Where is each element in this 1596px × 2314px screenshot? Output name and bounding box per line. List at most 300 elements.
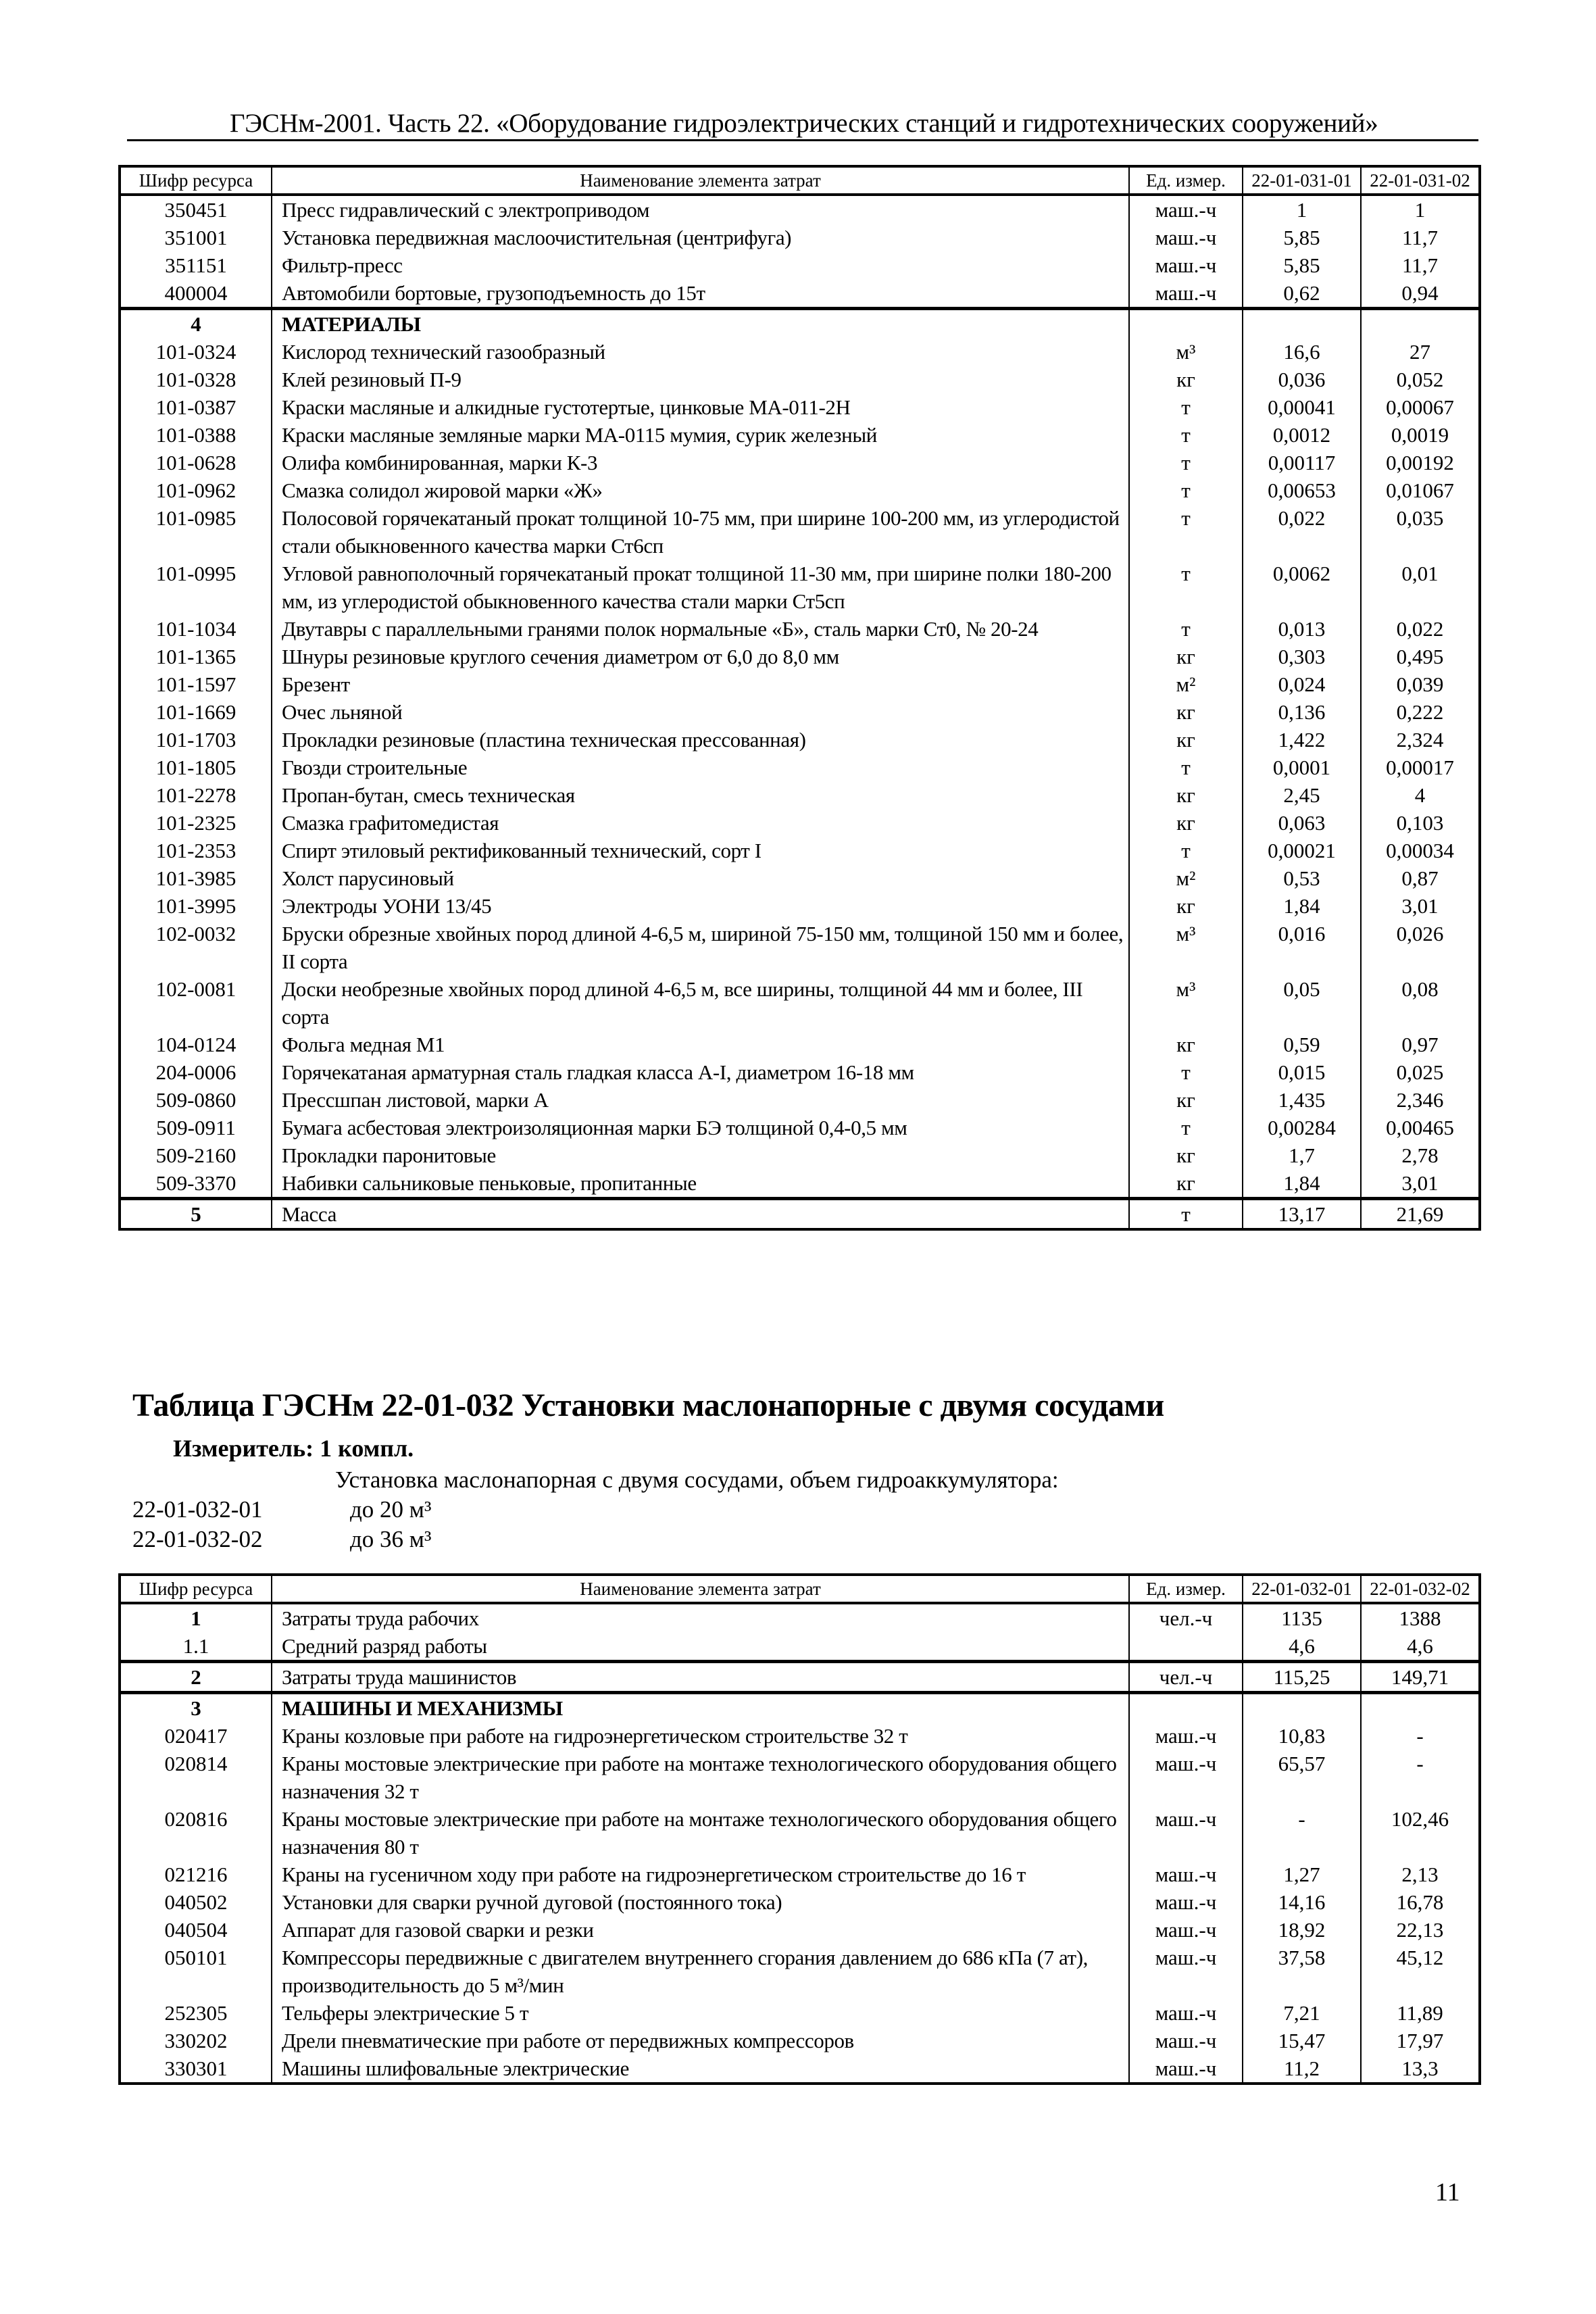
cell-value-2: 3,01 [1361,892,1480,920]
cell-code: 101-0388 [120,421,272,449]
cell-value-1: 0,05 [1243,975,1361,1031]
cell-value-2: 0,025 [1361,1058,1480,1086]
cell-code: 509-0860 [120,1086,272,1114]
cell-value-2: 3,01 [1361,1169,1480,1199]
cell-value-2: 0,0019 [1361,421,1480,449]
cell-unit: кг [1129,1169,1243,1199]
table-row [120,279,1480,309]
cell-name: Прокладки паронитовые [272,1141,1129,1169]
col-header-unit: Ед. измер. [1129,1575,1243,1603]
cell-value-1: 0,00284 [1243,1114,1361,1141]
cell-code: 020814 [120,1750,272,1805]
cell-value-1: 0,136 [1243,698,1361,726]
cell-name: Краны на гусеничном ходу при работе на гидроэнергетическом строительстве до 16 т [272,1861,1129,1888]
cell-unit: маш.-ч [1129,1916,1243,1944]
cell-name: МАШИНЫ И МЕХАНИЗМЫ [272,1693,1129,1723]
cell-value-2: 0,039 [1361,670,1480,698]
table-row [120,643,1480,670]
cell-value-1: 16,6 [1243,338,1361,366]
cell-value-1: 1,27 [1243,1861,1361,1888]
cell-value-2: 0,026 [1361,920,1480,975]
cell-value-2: 21,69 [1361,1199,1480,1230]
cell-value-2: 0,87 [1361,864,1480,892]
cell-name: Набивки сальниковые пеньковые, пропитанные [272,1169,1129,1199]
table-row [120,615,1480,643]
table-row [120,698,1480,726]
cell-name: Краны мостовые электрические при работе на монтаже технологического оборудования общего назначения 80 т [272,1805,1129,1861]
cell-value-2: 4 [1361,781,1480,809]
cell-name: Кислород технический газообразный [272,338,1129,366]
cell-value-2: 2,13 [1361,1861,1480,1888]
col-header-v1: 22-01-032-01 [1243,1575,1361,1603]
cell-unit: т [1129,837,1243,864]
measure-unit: Измеритель: 1 компл. [173,1435,414,1462]
cell-value-1: 1,84 [1243,892,1361,920]
cell-name: Двутавры с параллельными гранями полок нормальные «Б», сталь марки Ст0, № 20-24 [272,615,1129,643]
cell-value-1: 0,016 [1243,920,1361,975]
cell-code: 102-0081 [120,975,272,1031]
table-row [120,1999,1480,2027]
col-header-v2: 22-01-031-02 [1361,166,1480,195]
cell-unit: чел.-ч [1129,1603,1243,1632]
table-row [120,781,1480,809]
cell-name: Гвозди строительные [272,754,1129,781]
table-row [120,1141,1480,1169]
cell-code: 4 [120,309,272,339]
cell-value-1: 0,303 [1243,643,1361,670]
table-row [120,560,1480,615]
cell-code: 040504 [120,1916,272,1944]
table-row [120,1861,1480,1888]
cell-unit: м² [1129,864,1243,892]
cell-unit: кг [1129,1031,1243,1058]
table-row [120,892,1480,920]
cell-code: 101-2325 [120,809,272,837]
cell-name: Электроды УОНИ 13/45 [272,892,1129,920]
cell-unit: маш.-ч [1129,1999,1243,2027]
table-row [120,195,1480,224]
cell-value-1: 0,59 [1243,1031,1361,1058]
cell-value-2: 0,00067 [1361,393,1480,421]
cell-code: 3 [120,1693,272,1723]
table-row [120,251,1480,279]
cell-unit: кг [1129,726,1243,754]
cell-name: Фольга медная М1 [272,1031,1129,1058]
running-header: ГЭСНм-2001. Часть 22. «Оборудование гидроэлектрических станций и гидротехнических сооружений» [230,109,1378,138]
cell-value-2: 0,00034 [1361,837,1480,864]
cell-name: Компрессоры передвижные с двигателем внутреннего сгорания давлением до 686 кПа (7 ат), производительность до 5 м³/мин [272,1944,1129,1999]
cell-value-2 [1361,309,1480,339]
cell-value-1: 0,62 [1243,279,1361,309]
table-row [120,421,1480,449]
cell-value-2: 0,00465 [1361,1114,1480,1141]
table-row [120,449,1480,476]
cell-unit: т [1129,1199,1243,1230]
cell-name: Угловой равнополочный горячекатаный прокат толщиной 11-30 мм, при ширине полки 180-200 мм, из углеродистой обыкновенного качества стали марки Ст5сп [272,560,1129,615]
cell-name: Пропан-бутан, смесь техническая [272,781,1129,809]
cell-code: 104-0124 [120,1031,272,1058]
cell-name: Краски масляные и алкидные густотертые, цинковые МА-011-2Н [272,393,1129,421]
table-title: Таблица ГЭСНм 22-01-032 Установки маслонапорные с двумя сосудами [132,1387,1164,1423]
cell-value-1: 0,00041 [1243,393,1361,421]
cell-code: 350451 [120,195,272,224]
cell-value-1: 10,83 [1243,1722,1361,1750]
cell-name: Олифа комбинированная, марки К-3 [272,449,1129,476]
cell-value-1: 0,0062 [1243,560,1361,615]
table-row [120,1662,1480,1693]
cell-code: 101-2353 [120,837,272,864]
cell-code: 040502 [120,1888,272,1916]
cell-value-1: 5,85 [1243,251,1361,279]
cell-code: 020816 [120,1805,272,1861]
cell-name: Доски необрезные хвойных пород длиной 4-6,5 м, все ширины, толщиной 44 мм и более, III сорта [272,975,1129,1031]
cell-unit: кг [1129,892,1243,920]
table-row [120,1750,1480,1805]
option-code: 22-01-032-02 [132,1526,263,1552]
cell-code: 101-1669 [120,698,272,726]
cell-unit: кг [1129,643,1243,670]
cell-code: 101-3995 [120,892,272,920]
cell-code: 101-0985 [120,504,272,560]
cell-value-2: 1 [1361,195,1480,224]
cell-code: 5 [120,1199,272,1230]
cell-unit: маш.-ч [1129,1888,1243,1916]
cell-unit: т [1129,1058,1243,1086]
header-rule [127,139,1478,141]
cell-code: 400004 [120,279,272,309]
cell-code: 351151 [120,251,272,279]
section-row [120,1693,1480,1723]
cell-value-2: 0,97 [1361,1031,1480,1058]
cell-unit: т [1129,615,1243,643]
table-row [120,809,1480,837]
cell-value-1: - [1243,1805,1361,1861]
cell-value-2: 0,00192 [1361,449,1480,476]
cell-unit: т [1129,504,1243,560]
cell-value-1: 14,16 [1243,1888,1361,1916]
cell-code: 101-1805 [120,754,272,781]
cell-value-1: 15,47 [1243,2027,1361,2054]
cell-name: Бумага асбестовая электроизоляционная марки БЭ толщиной 0,4-0,5 мм [272,1114,1129,1141]
cell-unit: маш.-ч [1129,1722,1243,1750]
cell-value-2: 2,324 [1361,726,1480,754]
table-row [120,1199,1480,1230]
cell-value-2 [1361,1693,1480,1723]
col-header-v1: 22-01-031-01 [1243,166,1361,195]
cell-unit: кг [1129,1141,1243,1169]
cell-code: 101-0324 [120,338,272,366]
cell-code: 021216 [120,1861,272,1888]
cell-value-2: 0,94 [1361,279,1480,309]
cell-value-1: 0,0012 [1243,421,1361,449]
col-header-v2: 22-01-032-02 [1361,1575,1480,1603]
cell-code: 101-2278 [120,781,272,809]
col-header-name: Наименование элемента затрат [272,166,1129,195]
table-row [120,476,1480,504]
table-row [120,1805,1480,1861]
cell-value-2: 2,346 [1361,1086,1480,1114]
col-header-code: Шифр ресурса [120,166,272,195]
cell-unit: т [1129,449,1243,476]
cell-code: 101-0387 [120,393,272,421]
cell-value-1 [1243,1693,1361,1723]
cell-unit: маш.-ч [1129,279,1243,309]
cell-value-2: 11,7 [1361,224,1480,251]
cell-value-2: 0,01067 [1361,476,1480,504]
cell-name: Клей резиновый П-9 [272,366,1129,393]
cell-value-2: 0,00017 [1361,754,1480,781]
table-row [120,1169,1480,1199]
cell-unit: м³ [1129,920,1243,975]
cell-value-1: 1 [1243,195,1361,224]
cell-code: 101-1597 [120,670,272,698]
cell-value-1: 1135 [1243,1603,1361,1632]
cell-name: Установка передвижная маслоочистительная (центрифуга) [272,224,1129,251]
cell-value-2: 0,495 [1361,643,1480,670]
cell-unit: кг [1129,698,1243,726]
cell-value-2: - [1361,1750,1480,1805]
cell-value-2: 22,13 [1361,1916,1480,1944]
cell-value-1: 0,00653 [1243,476,1361,504]
cell-unit: т [1129,476,1243,504]
cell-name: Холст парусиновый [272,864,1129,892]
table-row [120,504,1480,560]
cell-unit: м² [1129,670,1243,698]
cell-code: 509-0911 [120,1114,272,1141]
cell-unit: маш.-ч [1129,2054,1243,2084]
cell-unit: маш.-ч [1129,195,1243,224]
cell-code: 509-2160 [120,1141,272,1169]
table-row [120,754,1480,781]
cell-unit: маш.-ч [1129,251,1243,279]
option-value: до 20 м³ [350,1496,432,1523]
resource-table-22-01-031 [118,165,1481,1231]
section-row [120,309,1480,339]
cell-name: Краны мостовые электрические при работе на монтаже технологического оборудования общего назначения 32 т [272,1750,1129,1805]
cell-name: Краны козловые при работе на гидроэнергетическом строительстве 32 т [272,1722,1129,1750]
cell-value-2: 11,89 [1361,1999,1480,2027]
cell-value-1: 65,57 [1243,1750,1361,1805]
cell-value-2: 0,103 [1361,809,1480,837]
cell-value-1: 1,422 [1243,726,1361,754]
cell-unit: маш.-ч [1129,1805,1243,1861]
cell-code: 351001 [120,224,272,251]
table-row [120,975,1480,1031]
cell-name: Средний разряд работы [272,1632,1129,1662]
cell-name: Смазка солидол жировой марки «Ж» [272,476,1129,504]
cell-unit [1129,1632,1243,1662]
cell-value-2: 27 [1361,338,1480,366]
cell-name: Автомобили бортовые, грузоподъемность до 15т [272,279,1129,309]
cell-name: МАТЕРИАЛЫ [272,309,1129,339]
cell-name: Шнуры резиновые круглого сечения диаметром от 6,0 до 8,0 мм [272,643,1129,670]
table-row [120,670,1480,698]
cell-unit: маш.-ч [1129,1861,1243,1888]
table-row [120,2054,1480,2084]
cell-value-2: 17,97 [1361,2027,1480,2054]
cell-code: 1 [120,1603,272,1632]
table-row [120,1722,1480,1750]
cell-value-1: 0,53 [1243,864,1361,892]
cell-code: 330202 [120,2027,272,2054]
cell-code: 1.1 [120,1632,272,1662]
col-header-name: Наименование элемента затрат [272,1575,1129,1603]
cell-value-2: 0,035 [1361,504,1480,560]
cell-name: Горячекатаная арматурная сталь гладкая класса А-I, диаметром 16-18 мм [272,1058,1129,1086]
col-header-unit: Ед. измер. [1129,166,1243,195]
cell-unit: кг [1129,1086,1243,1114]
cell-value-2: 4,6 [1361,1632,1480,1662]
cell-value-1: 0,015 [1243,1058,1361,1086]
cell-code: 204-0006 [120,1058,272,1086]
cell-code: 101-1365 [120,643,272,670]
cell-value-1: 0,0001 [1243,754,1361,781]
table-row [120,864,1480,892]
table-row [120,1058,1480,1086]
cell-value-2: 102,46 [1361,1805,1480,1861]
cell-name: Краски масляные земляные марки МА-0115 мумия, сурик железный [272,421,1129,449]
option-code: 22-01-032-01 [132,1496,263,1523]
cell-code: 101-3985 [120,864,272,892]
table-description: Установка маслонапорная с двумя сосудами, объем гидроаккумулятора: [335,1467,1059,1493]
cell-code: 2 [120,1662,272,1693]
cell-unit: т [1129,560,1243,615]
table-row [120,1944,1480,1999]
cell-code: 101-0995 [120,560,272,615]
cell-value-2: 45,12 [1361,1944,1480,1999]
cell-unit: т [1129,393,1243,421]
table-row [120,1603,1480,1632]
cell-name: Очес льняной [272,698,1129,726]
cell-value-2: 0,01 [1361,560,1480,615]
table-row [120,1086,1480,1114]
cell-code: 252305 [120,1999,272,2027]
cell-name: Дрели пневматические при работе от передвижных компрессоров [272,2027,1129,2054]
table-row [120,2027,1480,2054]
cell-value-1: 18,92 [1243,1916,1361,1944]
table-row [120,1114,1480,1141]
cell-code: 101-0962 [120,476,272,504]
cell-name: Машины шлифовальные электрические [272,2054,1129,2084]
cell-name: Смазка графитомедистая [272,809,1129,837]
cell-value-1: 37,58 [1243,1944,1361,1999]
cell-name: Установки для сварки ручной дуговой (постоянного тока) [272,1888,1129,1916]
cell-value-2: 0,08 [1361,975,1480,1031]
page-number: 11 [1435,2178,1460,2207]
table-row [120,366,1480,393]
option-value: до 36 м³ [350,1526,432,1552]
cell-value-1: 2,45 [1243,781,1361,809]
cell-code: 050101 [120,1944,272,1999]
cell-unit [1129,309,1243,339]
cell-name: Бруски обрезные хвойных пород длиной 4-6,5 м, шириной 75-150 мм, толщиной 150 мм и более, II сорта [272,920,1129,975]
cell-code: 102-0032 [120,920,272,975]
cell-value-1: 13,17 [1243,1199,1361,1230]
cell-value-1: 5,85 [1243,224,1361,251]
cell-value-2: 2,78 [1361,1141,1480,1169]
cell-name: Спирт этиловый ректификованный технический, сорт I [272,837,1129,864]
cell-value-1: 1,84 [1243,1169,1361,1199]
cell-value-1: 1,7 [1243,1141,1361,1169]
cell-value-1: 0,063 [1243,809,1361,837]
cell-value-2: 0,052 [1361,366,1480,393]
cell-name: Затраты труда машинистов [272,1662,1129,1693]
table-row [120,338,1480,366]
cell-value-2: - [1361,1722,1480,1750]
cell-unit: м³ [1129,975,1243,1031]
cell-value-1: 0,013 [1243,615,1361,643]
cell-unit [1129,1693,1243,1723]
cell-name: Фильтр-пресс [272,251,1129,279]
cell-value-2: 16,78 [1361,1888,1480,1916]
cell-value-1: 0,022 [1243,504,1361,560]
cell-value-1 [1243,309,1361,339]
cell-name: Тельферы электрические 5 т [272,1999,1129,2027]
table-row [120,1632,1480,1662]
cell-unit: м³ [1129,338,1243,366]
cell-code: 101-1703 [120,726,272,754]
cell-code: 509-3370 [120,1169,272,1199]
table-row [120,837,1480,864]
cell-value-1: 0,024 [1243,670,1361,698]
cell-unit: кг [1129,809,1243,837]
cell-value-2: 13,3 [1361,2054,1480,2084]
table-row [120,224,1480,251]
cell-value-1: 4,6 [1243,1632,1361,1662]
cell-value-2: 1388 [1361,1603,1480,1632]
cell-code: 101-0328 [120,366,272,393]
table-row [120,920,1480,975]
resource-table-22-01-032 [118,1573,1481,2085]
cell-name: Брезент [272,670,1129,698]
cell-name: Затраты труда рабочих [272,1603,1129,1632]
cell-unit: маш.-ч [1129,1750,1243,1805]
cell-value-1: 11,2 [1243,2054,1361,2084]
cell-value-1: 0,00117 [1243,449,1361,476]
cell-code: 330301 [120,2054,272,2084]
cell-value-1: 7,21 [1243,1999,1361,2027]
table-row [120,393,1480,421]
cell-unit: маш.-ч [1129,224,1243,251]
cell-value-2: 11,7 [1361,251,1480,279]
cell-name: Прокладки резиновые (пластина техническая прессованная) [272,726,1129,754]
cell-name: Пресс гидравлический с электроприводом [272,195,1129,224]
col-header-code: Шифр ресурса [120,1575,272,1603]
cell-unit: маш.-ч [1129,2027,1243,2054]
cell-value-1: 0,00021 [1243,837,1361,864]
cell-value-1: 115,25 [1243,1662,1361,1693]
cell-value-1: 0,036 [1243,366,1361,393]
cell-code: 101-0628 [120,449,272,476]
cell-unit: кг [1129,781,1243,809]
cell-name: Аппарат для газовой сварки и резки [272,1916,1129,1944]
cell-value-1: 1,435 [1243,1086,1361,1114]
cell-unit: маш.-ч [1129,1944,1243,1999]
cell-unit: т [1129,754,1243,781]
cell-name: Полосовой горячекатаный прокат толщиной 10-75 мм, при ширине 100-200 мм, из углеродистой стали обыкновенного качества марки Ст6сп [272,504,1129,560]
cell-unit: т [1129,1114,1243,1141]
cell-code: 101-1034 [120,615,272,643]
table-row [120,1031,1480,1058]
cell-unit: т [1129,421,1243,449]
table-row [120,726,1480,754]
cell-unit: кг [1129,366,1243,393]
table-row [120,1916,1480,1944]
cell-value-2: 0,022 [1361,615,1480,643]
cell-code: 020417 [120,1722,272,1750]
cell-value-2: 149,71 [1361,1662,1480,1693]
cell-name: Прессшпан листовой, марки А [272,1086,1129,1114]
